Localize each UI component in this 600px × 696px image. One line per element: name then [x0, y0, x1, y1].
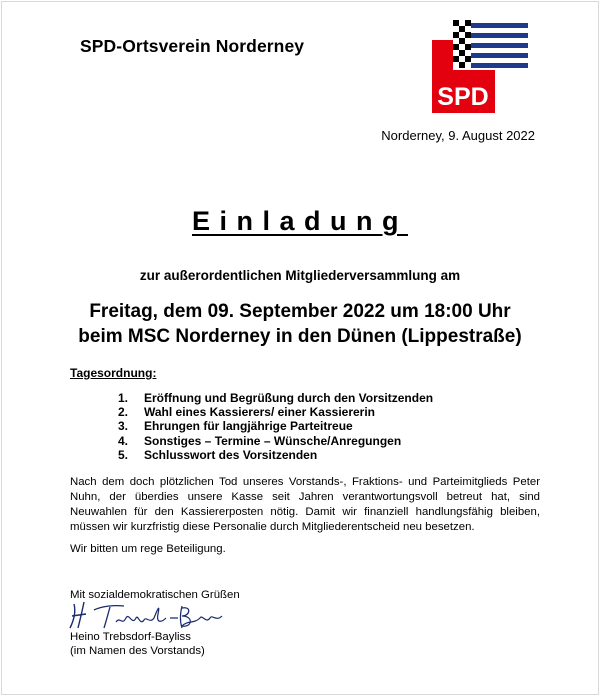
agenda-item-text: Eröffnung und Begrüßung durch den Vorsitzenden — [144, 391, 434, 405]
signer-name: Heino Trebsdorf-Bayliss — [70, 631, 191, 643]
org-name: SPD-Ortsverein Norderney — [80, 36, 305, 56]
agenda-item — [118, 405, 433, 419]
agenda-item-number: 3. — [118, 419, 129, 434]
agenda-item-text: Ehrungen für langjährige Parteitreue — [144, 419, 353, 434]
agenda-item — [118, 391, 433, 405]
body-paragraph: Nach dem doch plötzlichen Tod unseres Vorstands-, Fraktions- und Parteimitglieds Peter Nuhn, der überdies unsere Kasse seit Jahren verantwortungsvoll betreut hat, sind Neuwahlen für den Kassiererposten nötig. Damit wir finanziell handlungsfähig bleiben, müssen wir kurzfristig diese Personalie durch Mitgliederentscheid neu besetzen. — [70, 476, 540, 533]
handwritten-signature — [66, 596, 226, 632]
page-title: Einladung — [192, 206, 408, 236]
signer-role: (im Namen des Vorstands) — [70, 645, 205, 657]
agenda-item-number: 1. — [118, 391, 129, 405]
event-location-line: beim MSC Norderney in den Dünen (Lippestraße) — [78, 326, 522, 347]
closing-greeting: Mit sozialdemokratischen Grüßen — [70, 589, 240, 601]
agenda-item-text: Schlusswort des Vorsitzenden — [144, 447, 318, 462]
participation-request: Wir bitten um rege Beteiligung. — [70, 543, 226, 555]
agenda-item — [118, 434, 433, 448]
agenda-item-text: Sonstiges – Termine – Wünsche/Anregungen — [144, 433, 402, 448]
agenda-item-text: Wahl eines Kassierers/ einer Kassiererin — [144, 405, 376, 420]
event-date-line: Freitag, dem 09. September 2022 um 18:00 Uhr — [89, 301, 511, 322]
agenda-item-number: 5. — [118, 447, 129, 462]
agenda-list — [118, 391, 433, 462]
agenda-item — [118, 419, 433, 433]
agenda-heading: Tagesordnung: — [70, 366, 157, 380]
letter-date: Norderney, 9. August 2022 — [381, 128, 535, 143]
agenda-item — [118, 448, 433, 462]
agenda-item-number: 2. — [118, 405, 129, 420]
spd-logo-text: SPD — [437, 83, 489, 111]
subtitle: zur außerordentlichen Mitgliederversammlung am — [139, 268, 461, 283]
spd-logo — [432, 20, 528, 113]
agenda-item-number: 4. — [118, 433, 129, 448]
